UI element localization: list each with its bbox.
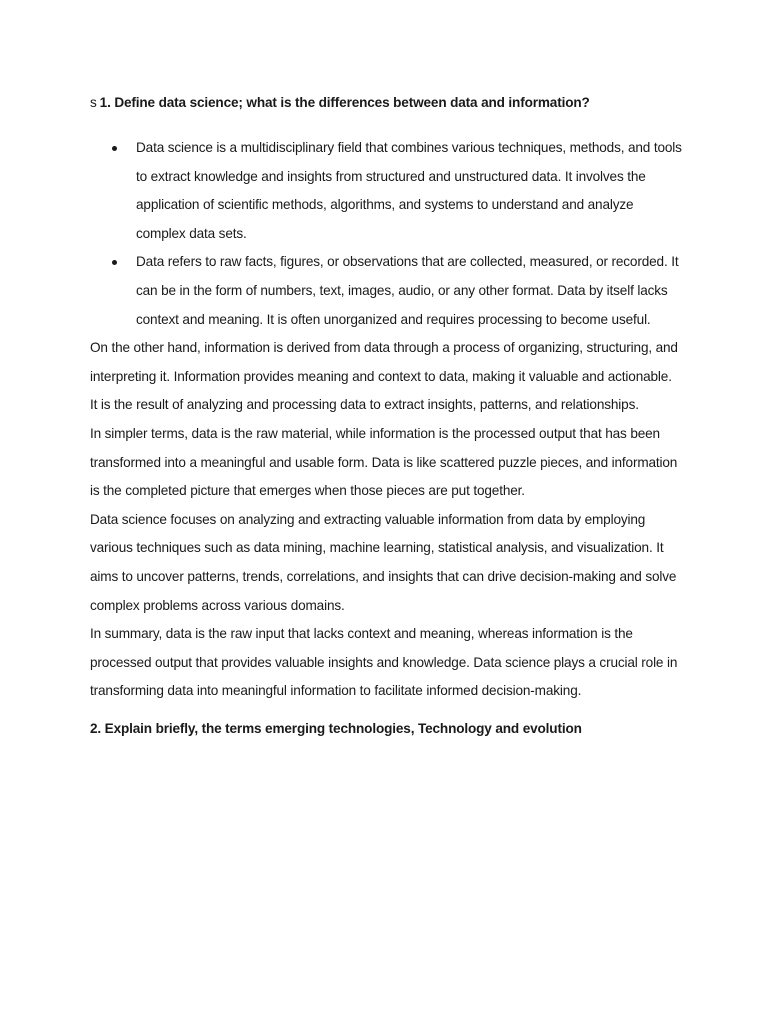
definition-bullet-list (90, 134, 682, 334)
bullet-text: Data science is a multidisciplinary field that combines various techniques, methods, and tools to extract knowledge and insights from structured and unstructured data. It involves the application of scientific methods, algorithms, and systems to understand and analyze complex data sets. (136, 140, 682, 241)
question-1-heading (90, 92, 682, 114)
heading-prefix: s (90, 95, 97, 110)
bullet-icon (112, 260, 117, 265)
bullet-text: Data refers to raw facts, figures, or observations that are collected, measured, or recorded. It can be in the form of numbers, text, images, audio, or any other format. Data by itself lacks context and meaning. It is often unorganized and requires processing to become useful. (136, 254, 679, 327)
document-body (90, 92, 682, 740)
paragraph-data-science-focus: Data science focuses on analyzing and extracting valuable information from data by employing various techniques such as data mining, machine learning, statistical analysis, and visualization. It aims to uncover patterns, trends, correlations, and insights that can drive decision-making and solve complex problems across various domains. (90, 511, 677, 613)
bullet-icon (112, 146, 117, 151)
bullet-item-data-science (90, 134, 682, 248)
question-2-heading: 2. Explain briefly, the terms emerging technologies, Technology and evolution (90, 720, 582, 736)
paragraph-summary: In summary, data is the raw input that lacks context and meaning, whereas information is the processed output that provides valuable insights and knowledge. Data science plays a crucial role in transforming data into meaningful information to facilitate informed decision-making. (90, 626, 678, 699)
question-1-text: 1. Define data science; what is the differences between data and information? (99, 95, 590, 110)
paragraph-information: On the other hand, information is derived from data through a process of organizing, structuring, and interpreting it. Information provides meaning and context to data, making it valuable and actionable. It is the result of analyzing and processing data to extract insights, patterns, and relationships. (90, 340, 678, 413)
paragraph-simpler-terms: In simpler terms, data is the raw material, while information is the processed output that has been transformed into a meaningful and usable form. Data is like scattered puzzle pieces, and information is the completed picture that emerges when those pieces are put together. (90, 425, 678, 499)
bullet-item-data (90, 248, 682, 334)
